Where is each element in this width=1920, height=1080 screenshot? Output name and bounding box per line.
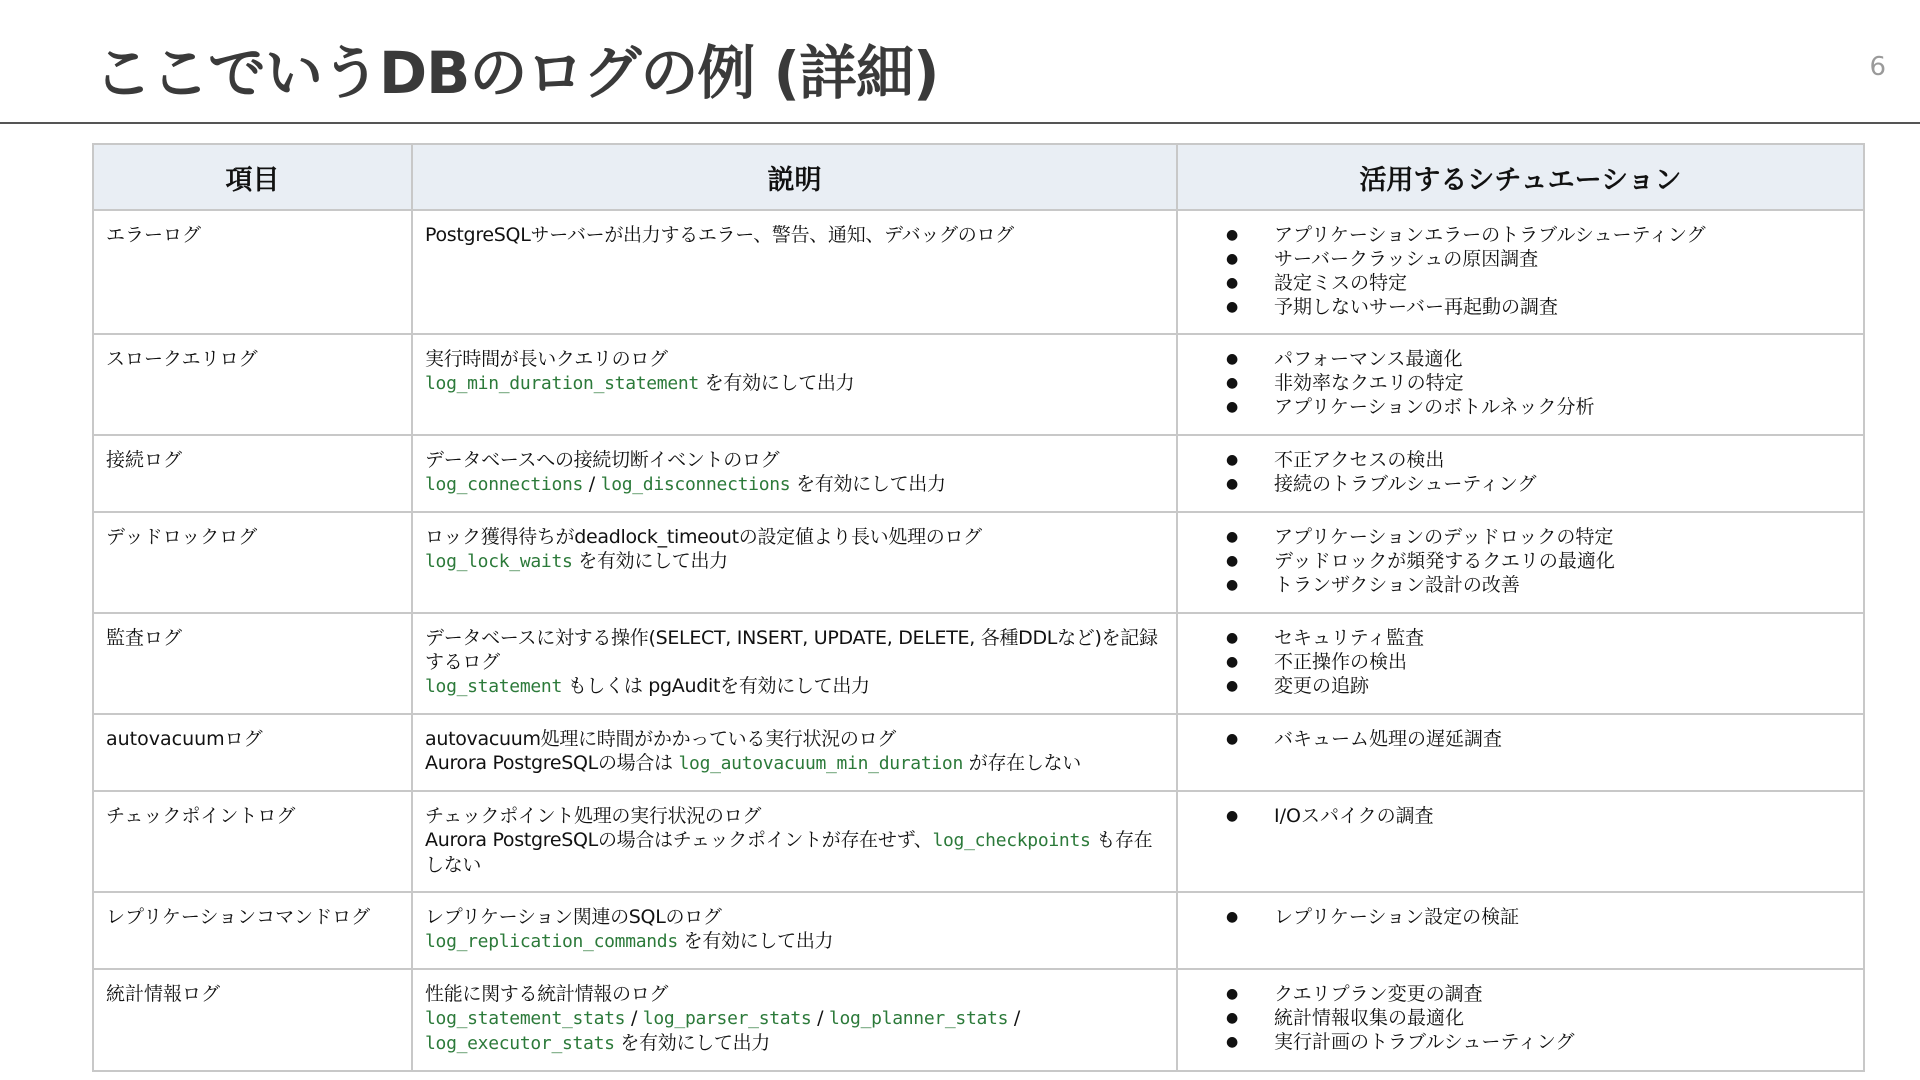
- description-text: ロック獲得待ちがdeadlock_timeoutの設定値より長い処理のログ: [425, 526, 982, 548]
- table-header-row: [93, 144, 1864, 210]
- cell-description: [412, 791, 1177, 892]
- cell-use-cases: [1177, 512, 1864, 613]
- cell-description: [412, 969, 1177, 1071]
- use-case-item: ● I/Oスパイクの調査: [1190, 804, 1851, 828]
- use-case-item: ● バキューム処理の遅延調査: [1190, 727, 1851, 751]
- description-text: データベースへの接続切断イベントのログ: [425, 449, 780, 471]
- description-text: を有効にして出力: [614, 1032, 771, 1054]
- description-text: を有効にして出力: [572, 550, 728, 572]
- table-row: [93, 334, 1864, 435]
- use-case-item: ● 非効率なクエリの特定: [1190, 371, 1851, 395]
- use-case-item: ● セキュリティ監査: [1190, 626, 1851, 650]
- use-case-item: ● 統計情報収集の最適化: [1190, 1006, 1851, 1030]
- use-case-list: [1190, 347, 1851, 419]
- cell-item: エラーログ: [93, 210, 412, 334]
- cell-description: [412, 210, 1177, 334]
- description-text: Aurora PostgreSQLの場合はチェックポイントが存在せず、: [425, 829, 933, 851]
- title-divider: [0, 122, 1920, 124]
- description-text: 性能に関する統計情報のログ: [425, 983, 669, 1005]
- use-case-item: ● サーバークラッシュの原因調査: [1190, 247, 1851, 271]
- use-case-item: ● 変更の追跡: [1190, 674, 1851, 698]
- use-case-item: ● アプリケーションエラーのトラブルシューティング: [1190, 223, 1851, 247]
- cell-description: [412, 714, 1177, 791]
- use-case-item: ● 不正操作の検出: [1190, 650, 1851, 674]
- use-case-item: ● 予期しないサーバー再起動の調査: [1190, 295, 1851, 319]
- config-parameter: log_lock_waits: [425, 551, 573, 572]
- table-row: [93, 791, 1864, 892]
- config-parameter: log_min_duration_statement: [425, 373, 699, 394]
- table-row: [93, 613, 1864, 714]
- use-case-item: ● アプリケーションのデッドロックの特定: [1190, 525, 1851, 549]
- use-case-item: ● デッドロックが頻発するクエリの最適化: [1190, 549, 1851, 573]
- cell-description: [412, 512, 1177, 613]
- cell-description: [412, 435, 1177, 512]
- use-case-list: [1190, 626, 1851, 698]
- config-parameter: log_executor_stats: [425, 1033, 615, 1054]
- description-line: [425, 727, 1164, 751]
- use-case-item: ● 不正アクセスの検出: [1190, 448, 1851, 472]
- description-line: [425, 448, 1164, 472]
- cell-description: [412, 892, 1177, 969]
- cell-use-cases: [1177, 613, 1864, 714]
- config-parameter: log_disconnections: [600, 474, 791, 495]
- use-case-item: ● 設定ミスの特定: [1190, 271, 1851, 295]
- use-case-list: [1190, 982, 1851, 1054]
- cell-use-cases: [1177, 210, 1864, 334]
- description-line: [425, 929, 1164, 954]
- cell-use-cases: [1177, 714, 1864, 791]
- use-case-item: ● トランザクション設計の改善: [1190, 573, 1851, 597]
- use-case-list: [1190, 905, 1851, 929]
- use-case-item: ● 実行計画のトラブルシューティング: [1190, 1030, 1851, 1054]
- cell-item: 接続ログ: [93, 435, 412, 512]
- description-text: Aurora PostgreSQLの場合は: [425, 752, 679, 774]
- description-line: [425, 804, 1164, 828]
- description-line: [425, 828, 1164, 877]
- cell-item: スロークエリログ: [93, 334, 412, 435]
- description-text: も存在しない: [425, 829, 1153, 876]
- cell-use-cases: [1177, 892, 1864, 969]
- use-case-item: ● 接続のトラブルシューティング: [1190, 472, 1851, 496]
- table-row: [93, 210, 1864, 334]
- description-text: /: [625, 1007, 643, 1029]
- description-text: /: [583, 473, 601, 495]
- description-line: [425, 549, 1164, 574]
- description-line: [425, 982, 1164, 1006]
- config-parameter: log_parser_stats: [642, 1008, 812, 1029]
- cell-item: autovacuumログ: [93, 714, 412, 791]
- use-case-list: [1190, 727, 1851, 751]
- description-line: [425, 472, 1164, 497]
- description-text: autovacuum処理に時間がかかっている実行状況のログ: [425, 728, 896, 750]
- description-text: チェックポイント処理の実行状況のログ: [425, 805, 762, 827]
- config-parameter: log_statement_stats: [425, 1008, 626, 1029]
- description-line: [425, 371, 1164, 396]
- cell-description: [412, 613, 1177, 714]
- description-line: [425, 525, 1164, 549]
- config-parameter: log_checkpoints: [932, 830, 1091, 851]
- cell-use-cases: [1177, 334, 1864, 435]
- cell-item: チェックポイントログ: [93, 791, 412, 892]
- table-body: [93, 210, 1864, 1071]
- use-case-item: ● レプリケーション設定の検証: [1190, 905, 1851, 929]
- use-case-item: ● クエリプラン変更の調査: [1190, 982, 1851, 1006]
- table-row: [93, 512, 1864, 613]
- cell-use-cases: [1177, 969, 1864, 1071]
- cell-description: [412, 334, 1177, 435]
- cell-item: レプリケーションコマンドログ: [93, 892, 412, 969]
- description-line: [425, 626, 1164, 674]
- description-line: [425, 1006, 1164, 1056]
- use-case-item: ● アプリケーションのボトルネック分析: [1190, 395, 1851, 419]
- config-parameter: log_planner_stats: [828, 1008, 1009, 1029]
- cell-use-cases: [1177, 791, 1864, 892]
- config-parameter: log_autovacuum_min_duration: [678, 753, 963, 774]
- description-line: [425, 905, 1164, 929]
- description-text: を有効にして出力: [677, 930, 834, 952]
- description-text: /: [811, 1007, 829, 1029]
- slide-title: ここでいうDBのログの例 (詳細): [94, 39, 939, 107]
- description-text: を有効にして出力: [790, 473, 946, 495]
- description-text: /: [1008, 1007, 1020, 1029]
- header-use-cases: 活用するシチュエーション: [1177, 144, 1864, 210]
- description-text: レプリケーション関連のSQLのログ: [425, 906, 722, 928]
- description-text: が存在しない: [963, 752, 1081, 774]
- description-line: [425, 223, 1164, 247]
- page-number: 6: [1869, 52, 1886, 82]
- use-case-list: [1190, 525, 1851, 597]
- header-description: 説明: [412, 144, 1177, 210]
- table-row: [93, 892, 1864, 969]
- cell-use-cases: [1177, 435, 1864, 512]
- table-row: [93, 435, 1864, 512]
- description-line: [425, 347, 1164, 371]
- description-text: PostgreSQLサーバーが出力するエラー、警告、通知、デバッグのログ: [425, 224, 1014, 246]
- table-row: [93, 714, 1864, 791]
- description-text: もしくは pgAuditを有効にして出力: [561, 675, 870, 697]
- use-case-item: ● パフォーマンス最適化: [1190, 347, 1851, 371]
- use-case-list: [1190, 223, 1851, 319]
- description-text: データベースに対する操作(SELECT, INSERT, UPDATE, DELETE, 各種DDLなど)を記録するログ: [425, 627, 1158, 673]
- config-parameter: log_statement: [425, 676, 562, 697]
- description-text: 実行時間が長いクエリのログ: [425, 348, 668, 370]
- config-parameter: log_replication_commands: [425, 931, 678, 952]
- description-text: を有効にして出力: [698, 372, 855, 394]
- header-item: 項目: [93, 144, 412, 210]
- use-case-list: [1190, 804, 1851, 828]
- log-types-table: [92, 143, 1865, 1072]
- cell-item: 統計情報ログ: [93, 969, 412, 1071]
- table-row: [93, 969, 1864, 1071]
- cell-item: 監査ログ: [93, 613, 412, 714]
- description-line: [425, 674, 1164, 699]
- cell-item: デッドロックログ: [93, 512, 412, 613]
- description-line: [425, 751, 1164, 776]
- config-parameter: log_connections: [425, 474, 584, 495]
- use-case-list: [1190, 448, 1851, 496]
